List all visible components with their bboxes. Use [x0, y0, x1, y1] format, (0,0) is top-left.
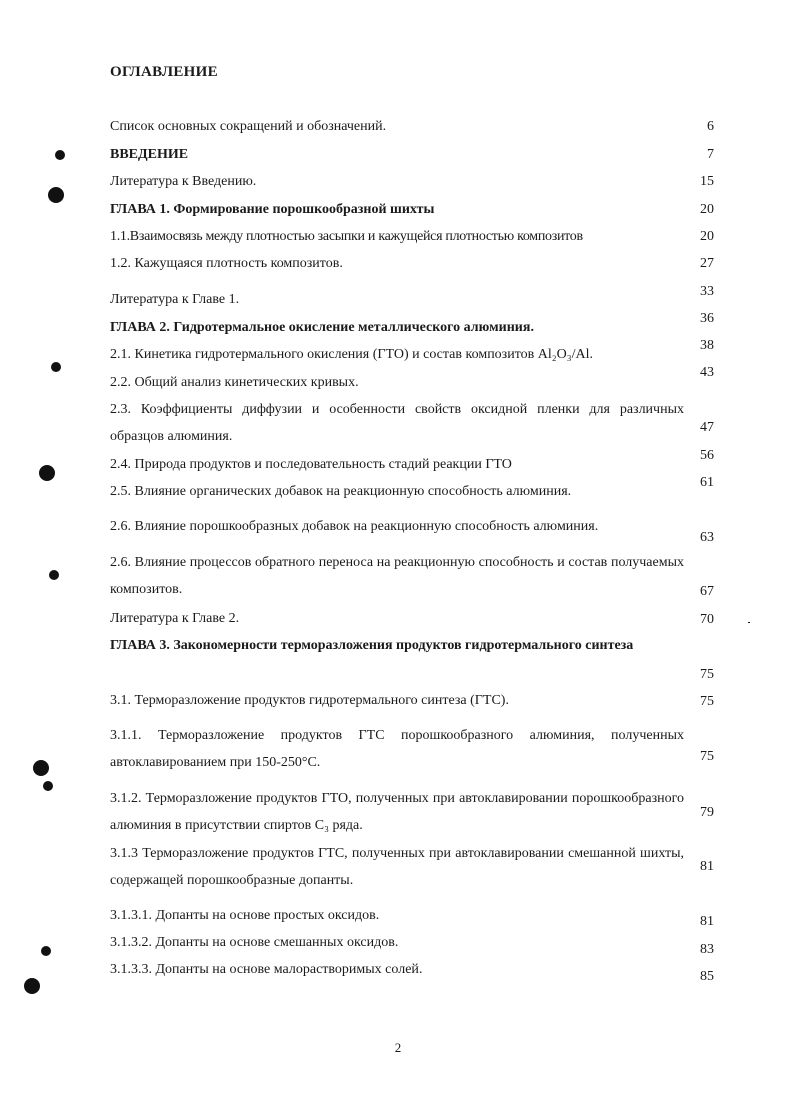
toc-page-number: 81: [700, 914, 714, 929]
toc-page-number: 36: [700, 311, 714, 326]
punch-hole-dot: [49, 570, 59, 580]
toc-entry: 1.2. Кажущаяся плотность композитов.: [110, 256, 343, 271]
toc-entry: 3.1. Терморазложение продуктов гидротермального синтеза (ГТС).: [110, 693, 509, 708]
toc-page-number: 81: [700, 859, 714, 874]
toc-entry: 3.1.1. Терморазложение продуктов ГТС порошкообразного алюминия, полученных автоклавированием при 150-250°С.: [110, 728, 684, 770]
toc-entry: 3.1.3.1. Допанты на основе простых оксидов.: [110, 908, 380, 923]
toc-page-number: 15: [700, 174, 714, 189]
toc-entry: Список основных сокращений и обозначений.: [110, 119, 387, 134]
toc-entry: 2.1. Кинетика гидротермального окисления (ГТО) и состав композитов Al₂O₃/Al.: [110, 347, 594, 362]
toc-page-number: 27: [700, 256, 714, 271]
toc-page-number: 70: [700, 612, 714, 627]
toc-entry: 2.4. Природа продуктов и последовательность стадий реакции ГТО: [110, 457, 512, 472]
toc-page-number: 75: [700, 749, 714, 764]
toc-page-number: 83: [700, 942, 714, 957]
toc-page-number: 6: [707, 119, 714, 134]
punch-hole-dot: [51, 362, 61, 372]
toc-page-number: 75: [700, 694, 714, 709]
toc-entry: Литература к Главе 2.: [110, 611, 240, 626]
toc-entry: Литература к Главе 1.: [110, 292, 240, 307]
punch-hole-dot: [41, 946, 51, 956]
speck: [748, 622, 750, 623]
toc-page-number: 38: [700, 338, 714, 353]
toc-entry: 2.6. Влияние процессов обратного переноса на реакционную способность и состав получаемых композитов.: [110, 555, 684, 597]
toc-entry: 3.1.3 Терморазложение продуктов ГТС, полученных при автоклавировании смешанной шихты, содержащей порошкообразные допанты.: [110, 846, 684, 888]
toc-page-number: 20: [700, 202, 714, 217]
toc-entry: 2.3. Коэффициенты диффузии и особенности свойств оксидной пленки для различных образцов алюминия.: [110, 402, 684, 444]
toc-page-number: 56: [700, 448, 714, 463]
toc-page-number: 61: [700, 475, 714, 490]
toc-page-number: 33: [700, 284, 714, 299]
toc-page-number: 79: [700, 805, 714, 820]
toc-page-number: 20: [700, 229, 714, 244]
toc-heading: ОГЛАВЛЕНИЕ: [110, 64, 218, 80]
toc-entry: 3.1.3.3. Допанты на основе малорастворимых солей.: [110, 962, 423, 977]
punch-hole-dot: [48, 187, 64, 203]
punch-hole-dot: [24, 978, 40, 994]
toc-entry-chapter-2: ГЛАВА 2. Гидротермальное окисление металлического алюминия.: [110, 320, 534, 335]
toc-entry-introduction: ВВЕДЕНИЕ: [110, 147, 189, 162]
punch-hole-dot: [39, 465, 55, 481]
toc-page-number: 67: [700, 584, 714, 599]
toc-page-number: 63: [700, 530, 714, 545]
toc-page-number: 7: [707, 147, 714, 162]
toc-entry-chapter-1: ГЛАВА 1. Формирование порошкообразной шихты: [110, 202, 435, 217]
toc-entry: Литература к Введению.: [110, 174, 257, 189]
punch-hole-dot: [55, 150, 65, 160]
toc-page-number: 47: [700, 420, 714, 435]
toc-entry: 3.1.3.2. Допанты на основе смешанных оксидов.: [110, 935, 399, 950]
toc-entry: 2.2. Общий анализ кинетических кривых.: [110, 375, 359, 390]
toc-page-number: 43: [700, 365, 714, 380]
toc-entry: 1.1.Взаимосвязь между плотностью засыпки и кажущейся плотностью композитов: [110, 229, 583, 244]
toc-entry: 2.5. Влияние органических добавок на реакционную способность алюминия.: [110, 484, 572, 499]
punch-hole-dot: [33, 760, 49, 776]
toc-page-number: 85: [700, 969, 714, 984]
punch-hole-dot: [43, 781, 53, 791]
toc-page-number: 75: [700, 667, 714, 682]
toc-entry: 3.1.2. Терморазложение продуктов ГТО, полученных при автоклавировании порошкообразного алюминия в присутствии спиртов С₃ ряда.: [110, 791, 684, 833]
toc-entry: 2.6. Влияние порошкообразных добавок на реакционную способность алюминия.: [110, 519, 599, 534]
footer-page-number: 2: [394, 1040, 402, 1055]
toc-entry-chapter-3: ГЛАВА 3. Закономерности терморазложения продуктов гидротермального синтеза: [110, 638, 634, 653]
